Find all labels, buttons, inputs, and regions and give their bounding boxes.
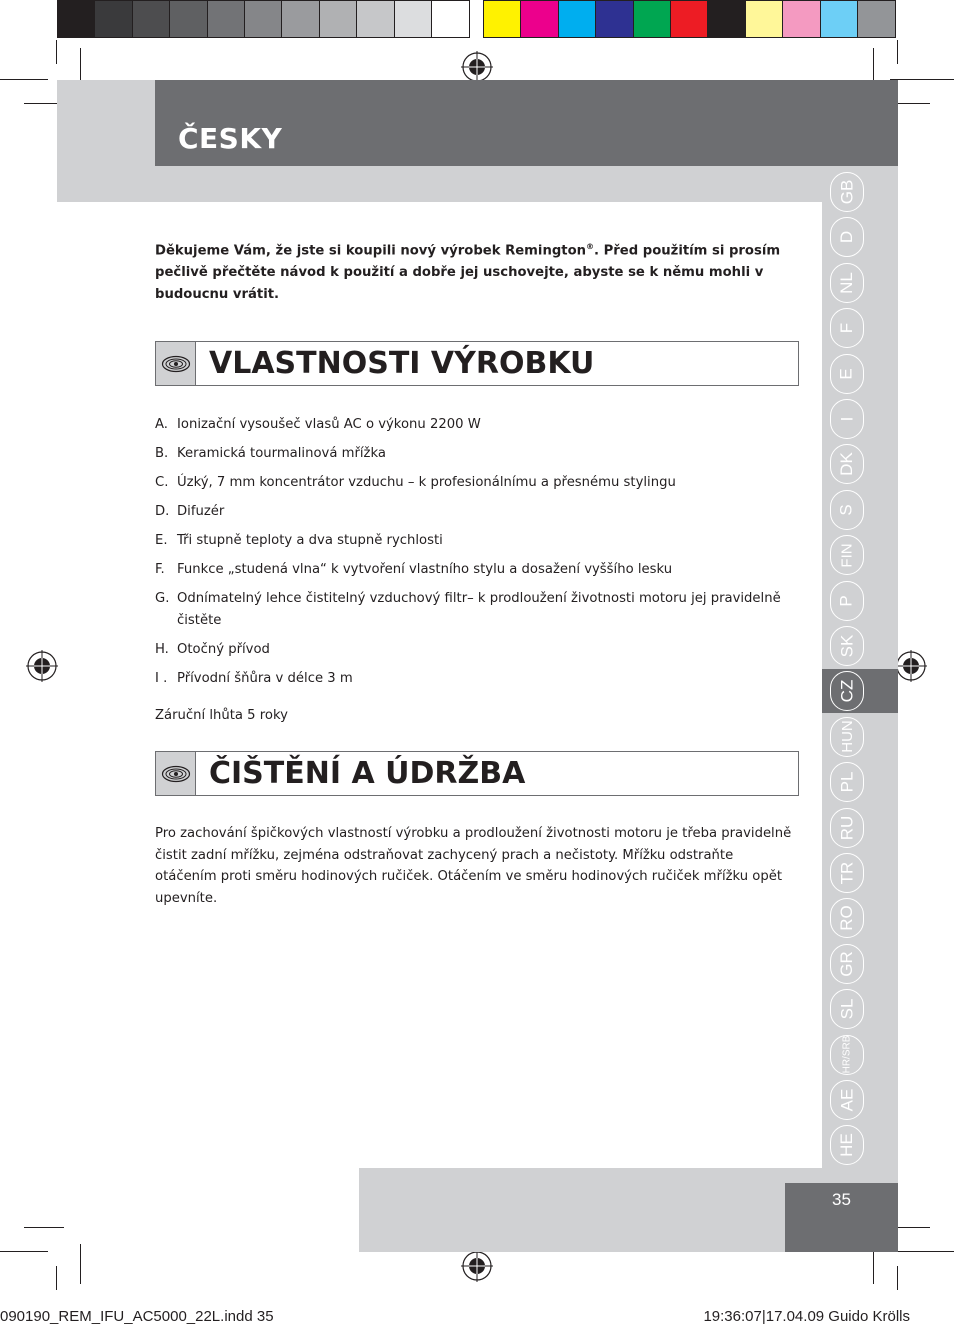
language-tab-label: RU [837,815,856,840]
list-item [155,443,795,465]
color-swatch [484,1,521,37]
crop-mark [80,1244,81,1284]
list-item [155,559,795,581]
list-item [155,530,795,552]
section-icon-cell [156,342,196,385]
color-swatch [671,1,708,37]
language-tab-pill [830,898,864,938]
crop-mark [56,1266,57,1290]
cmyk-color-bar [483,0,896,38]
language-tab-label: S [837,504,856,516]
list-item [155,668,795,690]
list-item [155,501,795,523]
list-item-text: Keramická tourmalinová mřížka [177,446,386,461]
list-item-letter: G. [155,591,170,606]
section-icon-cell [156,752,196,795]
language-tab-pill [830,581,864,621]
language-tab-pill [830,1125,864,1165]
language-tab-pl[interactable] [822,760,898,804]
color-swatch [432,1,469,37]
language-tab-pill [830,308,864,348]
color-swatch [596,1,633,37]
language-tab-gb[interactable] [822,170,898,214]
registration-target-icon [461,51,493,83]
language-tab-gr[interactable] [822,942,898,986]
language-tab-label: D [837,231,856,244]
color-swatch [783,1,820,37]
language-tab-pill [830,808,864,848]
registration-target-icon [895,650,927,682]
language-tab-pill [830,717,864,757]
eye-icon [161,355,191,373]
list-item [155,639,795,661]
language-tab-pill [830,671,864,711]
list-item-text: Ionizační vysoušeč vlasů AC o výkonu 2200 W [177,417,481,432]
crop-mark [897,40,898,64]
care-paragraph: Pro zachování špičkových vlastností výrobku a prodloužení životnosti motoru je třeba pravidelně čistit zadní mřížku, zejména odstraňovat zachycený prach a nečistoty. Mřížku odstraňte otáčením proti směru hodinových ručiček. Otáčením ve směru hodinových ručiček mřížku opět upevníte. [155,826,792,906]
section-title: VLASTNOSTI VÝROBKU [209,346,595,381]
language-tab-label: HUN [838,720,856,754]
language-tab-fin[interactable] [822,533,898,577]
language-tab-hr-srb[interactable] [822,1033,898,1077]
language-tab-pill [830,853,864,893]
language-tab-pill [830,490,864,530]
language-tab-he[interactable] [822,1123,898,1167]
language-tab-label: TR [836,861,856,885]
list-item-letter: F. [155,562,165,577]
language-tab-p[interactable] [822,579,898,623]
color-swatch [133,1,170,37]
language-tab-label: PL [836,771,856,793]
crop-mark [897,1266,898,1290]
list-item-letter: C. [155,475,169,490]
list-item-letter: E. [155,533,168,548]
list-item-letter: H. [155,642,169,657]
language-tab-label: CZ [836,680,856,703]
language-tab-label: E [837,367,856,380]
crop-mark [0,1251,48,1252]
color-swatch [245,1,282,37]
language-tab-ru[interactable] [822,806,898,850]
language-tab-pill [830,1080,864,1120]
crop-mark [0,79,48,80]
page-title: ČESKY [178,122,283,155]
language-tab-label: RO [837,905,856,932]
language-tab-sk[interactable] [822,624,898,668]
list-item-text: Odnímatelný lehce čistitelný vzduchový filtr– k prodloužení životnosti motoru jej pravidelně čistěte [177,591,781,628]
language-tab-tr[interactable] [822,851,898,895]
language-tab-label: SL [836,998,856,1020]
color-swatch [170,1,207,37]
language-tab-label: NL [836,271,856,294]
language-tab-nl[interactable] [822,261,898,305]
color-swatch [395,1,432,37]
language-tab-ro[interactable] [822,896,898,940]
list-item-text: Přívodní šňůra v délce 3 m [177,671,353,686]
intro-paragraph [155,236,795,306]
registered-mark: ® [586,242,595,251]
language-tab-label: I [836,416,856,422]
list-item [155,414,795,436]
list-item-letter: I . [155,671,168,686]
slug-left: 090190_REM_IFU_AC5000_22L.indd 35 [0,1308,274,1325]
color-swatch [282,1,319,37]
language-tab-label: GR [837,951,856,977]
slug-right: 19:36:07|17.04.09 Guido Krölls [703,1308,910,1325]
grayscale-color-bar [57,0,470,38]
list-item-letter: A. [155,417,168,432]
language-tab-pill [830,217,864,257]
list-item-text: Úzký, 7 mm koncentrátor vzduchu – k profesionálnímu a přesnému stylingu [177,475,676,490]
language-tab-hun[interactable] [822,715,898,759]
color-swatch [708,1,745,37]
list-item-text: Tři stupně teploty a dva stupně rychlosti [177,533,443,548]
language-tab-label: SK [837,634,856,658]
language-tab-pill [830,944,864,984]
language-tab-pill [830,263,864,303]
list-item-letter: B. [155,446,169,461]
registration-target-icon [26,650,58,682]
color-swatch [559,1,596,37]
language-tab-i[interactable] [822,397,898,441]
crop-mark [24,1227,64,1228]
language-tab-pill [830,399,864,439]
list-item-text: Otočný přívod [177,642,270,657]
color-swatch [521,1,558,37]
language-tab-label: GB [837,179,856,205]
language-tab-label: F [836,322,856,334]
language-tab-label: DK [837,452,856,477]
language-tab-sl[interactable] [822,987,898,1031]
color-swatch [95,1,132,37]
language-tab-pill [830,626,864,666]
language-tab-pill [830,989,864,1029]
list-item [155,472,795,494]
eye-icon [161,765,191,783]
language-tab-pill [830,444,864,484]
intro-text: Děkujeme Vám, že jste si koupili nový výrobek Remington [155,243,587,259]
page-number: 35 [832,1190,851,1209]
crop-mark [890,79,954,80]
page-header-band [57,166,898,202]
list-item-text: Difuzér [177,504,225,519]
color-swatch [357,1,394,37]
language-tab-label: FIN [838,543,856,568]
color-swatch [634,1,671,37]
language-tab-pill [830,535,864,575]
crop-mark [890,1251,954,1252]
language-tab-f[interactable] [822,306,898,350]
list-item [155,588,795,632]
color-swatch [320,1,357,37]
intro-text-rest: . Před použitím si prosím pečlivě přečtěte návod k použití a dobře jej uschovejte, abyste se k němu mohli v budoucnu vrátit. [155,243,781,303]
registration-target-icon [461,1250,493,1282]
feature-list [155,414,795,697]
warranty-note: Záruční lhůta 5 roky [155,708,288,723]
language-tab-pill [830,354,864,394]
color-swatch [821,1,858,37]
language-tab-e[interactable] [822,352,898,396]
language-tab-dk[interactable] [822,442,898,486]
color-swatch [858,1,895,37]
color-swatch [746,1,783,37]
language-tab-label: HE [837,1133,856,1158]
color-swatch [58,1,95,37]
language-tab-label: P [837,594,856,607]
language-tab-ae[interactable] [822,1078,898,1122]
language-tab-label: AE [837,1088,856,1112]
language-tab-pill [830,762,864,802]
features-section-heading [155,341,799,386]
care-section-heading [155,751,799,796]
language-tab-s[interactable] [822,488,898,532]
language-tab-d[interactable] [822,215,898,259]
color-swatch [208,1,245,37]
language-tab-pill [830,172,864,212]
language-tab-label: HR/SRB [841,1035,853,1074]
list-item-letter: D. [155,504,170,519]
language-tab-cz[interactable] [822,669,898,713]
language-tab-pill [830,1035,864,1075]
crop-mark [56,40,57,64]
list-item-text: Funkce „studená vlna“ k vytvoření vlastního stylu a dosažení vyššího lesku [177,562,673,577]
section-title: ČIŠTĚNÍ A ÚDRŽBA [209,756,526,791]
